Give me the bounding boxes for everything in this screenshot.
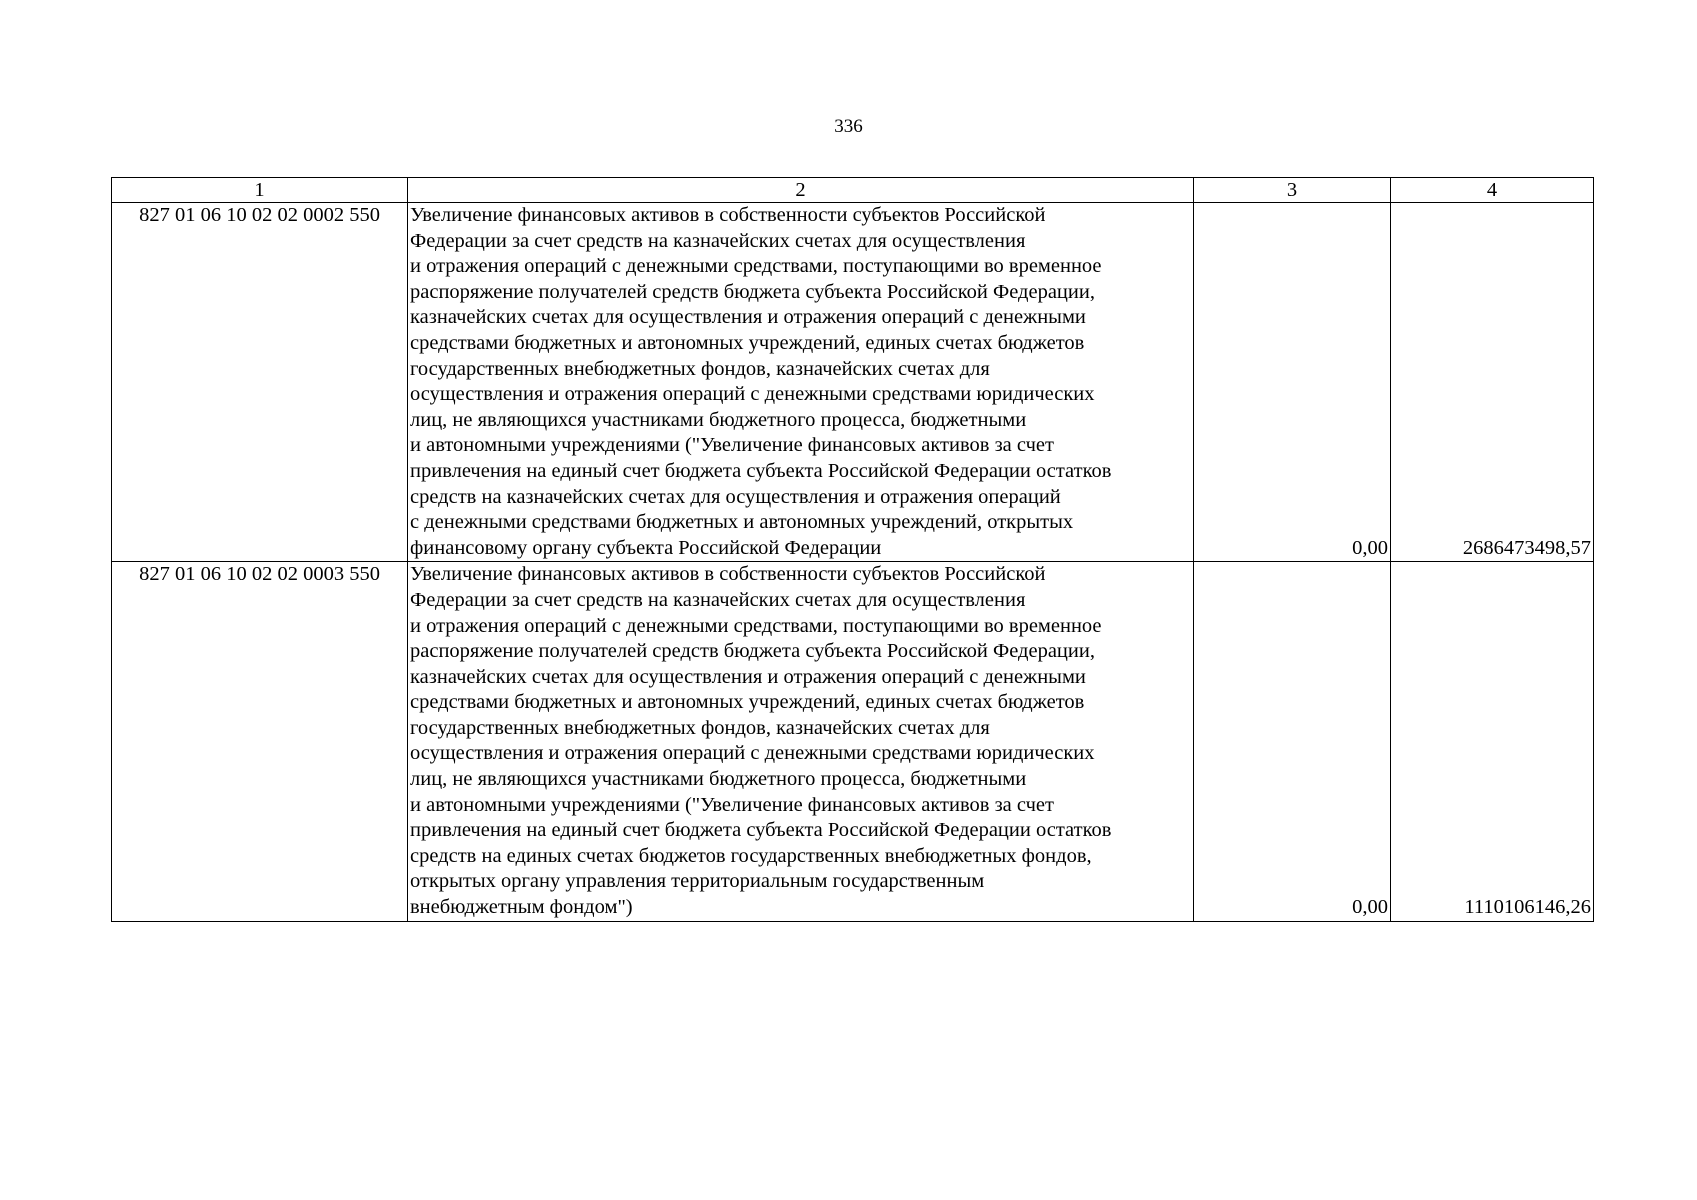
- row-description: [408, 203, 1194, 562]
- description-line: привлечения на единый счет бюджета субъекта Российской Федерации остатков: [410, 819, 1112, 842]
- description-line: осуществления и отражения операций с денежными средствами юридических: [410, 383, 1095, 406]
- description-line: распоряжение получателей средств бюджета субъекта Российской Федерации,: [410, 280, 1095, 303]
- description-line: открытых органу управления территориальным государственным: [410, 870, 985, 893]
- description-line: финансовому органу субъекта Российской Федерации: [410, 536, 882, 559]
- description-line: осуществления и отражения операций с денежными средствами юридических: [410, 742, 1095, 765]
- description-line: распоряжение получателей средств бюджета субъекта Российской Федерации,: [410, 640, 1095, 663]
- description-line: лиц, не являющихся участниками бюджетного процесса, бюджетными: [410, 408, 1027, 431]
- description-line: средств на единых счетах бюджетов государственных внебюджетных фондов,: [410, 844, 1092, 867]
- row-col3-value: 0,00: [1194, 562, 1391, 921]
- row-col4-value: 1110106146,26: [1391, 562, 1594, 921]
- description-line: государственных внебюджетных фондов, казначейских счетах для: [410, 716, 990, 739]
- header-col-2: 2: [408, 178, 1194, 203]
- budget-table: [111, 177, 1594, 922]
- header-col-3: 3: [1194, 178, 1391, 203]
- table-row: [112, 562, 1594, 921]
- row-description: [408, 562, 1194, 921]
- header-col-1: 1: [112, 178, 408, 203]
- description-line: Федерации за счет средств на казначейских счетах для осуществления: [410, 588, 1026, 611]
- description-line: лиц, не являющихся участниками бюджетного процесса, бюджетными: [410, 768, 1027, 791]
- description-line: казначейских счетах для осуществления и отражения операций с денежными: [410, 665, 1086, 688]
- row-col3-value: 0,00: [1194, 203, 1391, 562]
- description-line: привлечения на единый счет бюджета субъекта Российской Федерации остатков: [410, 459, 1112, 482]
- description-line: средствами бюджетных и автономных учреждений, единых счетах бюджетов: [410, 331, 1085, 354]
- description-line: средствами бюджетных и автономных учреждений, единых счетах бюджетов: [410, 691, 1085, 714]
- table-row: [112, 203, 1594, 562]
- row-code: 827 01 06 10 02 02 0003 550: [112, 562, 408, 921]
- description-line: Федерации за счет средств на казначейских счетах для осуществления: [410, 229, 1026, 252]
- description-line: средств на казначейских счетах для осуществления и отражения операций: [410, 485, 1061, 508]
- description-line: Увеличение финансовых активов в собственности субъектов Российской: [410, 563, 1046, 586]
- table-header-row: [112, 178, 1594, 203]
- description-line: с денежными средствами бюджетных и автономных учреждений, открытых: [410, 511, 1074, 534]
- page-number: 336: [834, 116, 863, 137]
- header-col-4: 4: [1391, 178, 1594, 203]
- description-line: и отражения операций с денежными средствами, поступающими во временное: [410, 255, 1102, 278]
- description-line: и автономными учреждениями ("Увеличение финансовых активов за счет: [410, 434, 1054, 457]
- row-col4-value: 2686473498,57: [1391, 203, 1594, 562]
- description-line: Увеличение финансовых активов в собственности субъектов Российской: [410, 204, 1046, 226]
- description-line: внебюджетным фондом"): [410, 896, 633, 919]
- description-line: и отражения операций с денежными средствами, поступающими во временное: [410, 614, 1102, 637]
- description-line: государственных внебюджетных фондов, казначейских счетах для: [410, 357, 990, 380]
- description-line: казначейских счетах для осуществления и отражения операций с денежными: [410, 306, 1086, 329]
- row-code: 827 01 06 10 02 02 0002 550: [112, 203, 408, 562]
- description-line: и автономными учреждениями ("Увеличение финансовых активов за счет: [410, 793, 1054, 816]
